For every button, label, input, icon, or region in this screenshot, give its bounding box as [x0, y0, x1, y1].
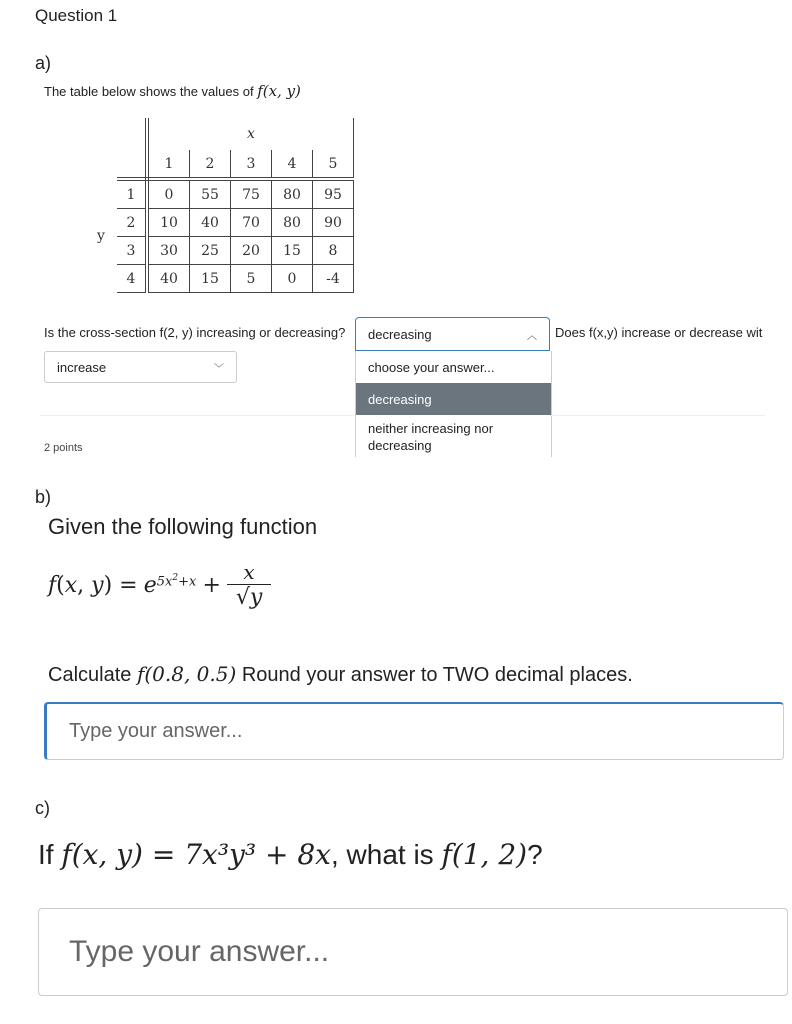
table-cell: 90 [313, 209, 354, 237]
question-increase-decrease: Does f(x,y) increase or decrease wit [555, 325, 763, 340]
table-cell: 80 [272, 179, 313, 209]
cross-section-select[interactable] [355, 317, 550, 351]
part-c-prompt [38, 838, 543, 871]
intro-math: f(x, y) [257, 82, 301, 100]
divider [40, 415, 355, 416]
increase-decrease-select[interactable] [44, 351, 237, 383]
table-cell: 40 [190, 209, 231, 237]
prompt-math: f(x, y) = 7x³y³ + 8x [61, 838, 331, 871]
chevron-up-icon: ︿ [527, 330, 537, 342]
table-cell: 25 [190, 237, 231, 265]
table-cell: 70 [231, 209, 272, 237]
part-c-label: c) [35, 798, 50, 818]
table-cell: 40 [147, 265, 190, 293]
question-cross-section: Is the cross-section f(2, y) increasing or decreasing? [44, 325, 346, 340]
part-b-answer-input[interactable] [44, 702, 784, 760]
table-cell: 95 [313, 179, 354, 209]
table-cell: 5 [231, 265, 272, 293]
part-b-label: b) [35, 487, 52, 507]
x-header: 4 [272, 150, 313, 179]
prompt-if: If [38, 839, 62, 870]
y-header: 1 [117, 179, 147, 209]
table-cell: 10 [147, 209, 190, 237]
intro-text: The table below shows the values of [44, 84, 258, 99]
table-cell: 55 [190, 179, 231, 209]
question-title: Question 1 [35, 6, 118, 25]
table-cell: 0 [147, 179, 190, 209]
chevron-down-icon: ﹀ [214, 363, 224, 375]
select-value: decreasing [368, 326, 432, 342]
x-header: 2 [190, 150, 231, 179]
prompt-text: Calculate [48, 664, 137, 686]
points-label: 2 points [44, 442, 83, 454]
y-label: y [97, 227, 105, 244]
divider [550, 415, 765, 416]
x-header: 1 [147, 150, 190, 179]
x-header: 5 [313, 150, 354, 179]
y-header: 4 [117, 265, 147, 293]
table-row [85, 265, 354, 293]
part-a-label: a) [35, 53, 52, 73]
table-row [85, 209, 354, 237]
select-value: increase [57, 359, 107, 375]
select-options-list [355, 351, 552, 457]
part-c-answer-input[interactable] [38, 908, 788, 996]
option-decreasing[interactable]: decreasing [356, 383, 551, 415]
table-cell: -4 [313, 265, 354, 293]
prompt-math2: f(1, 2) [441, 838, 528, 871]
prompt-math: f(0.8, 0.5) [136, 662, 237, 686]
table-row [85, 179, 354, 209]
prompt-end: ? [527, 839, 543, 870]
y-header: 2 [117, 209, 147, 237]
table-cell: 20 [231, 237, 272, 265]
option-neither[interactable]: neither increasing nor decreasing [368, 421, 494, 453]
placeholder: Type your answer... [69, 935, 330, 968]
table-cell: 15 [272, 237, 313, 265]
option-choose[interactable]: choose your answer... [368, 359, 495, 375]
table-cell: 30 [147, 237, 190, 265]
table-cell: 0 [272, 265, 313, 293]
values-table [85, 118, 354, 293]
prompt-rest: Round your answer to TWO decimal places. [236, 664, 633, 686]
table-cell: 15 [190, 265, 231, 293]
prompt-mid: , what is [330, 839, 442, 870]
function-formula: f ( x , y ) = e $^{5x^2 +x}$ + $\frac{x}{√y}$ [48, 560, 271, 610]
x-label: x [147, 118, 354, 150]
table-cell: 8 [313, 237, 354, 265]
part-b-heading: Given the following function [48, 514, 318, 539]
part-b-prompt [48, 662, 633, 687]
placeholder: Type your answer... [69, 720, 243, 742]
table-cell: 75 [231, 179, 272, 209]
table-cell: 80 [272, 209, 313, 237]
part-a-intro [44, 82, 301, 100]
y-header: 3 [117, 237, 147, 265]
x-header: 3 [231, 150, 272, 179]
table-row [85, 237, 354, 265]
